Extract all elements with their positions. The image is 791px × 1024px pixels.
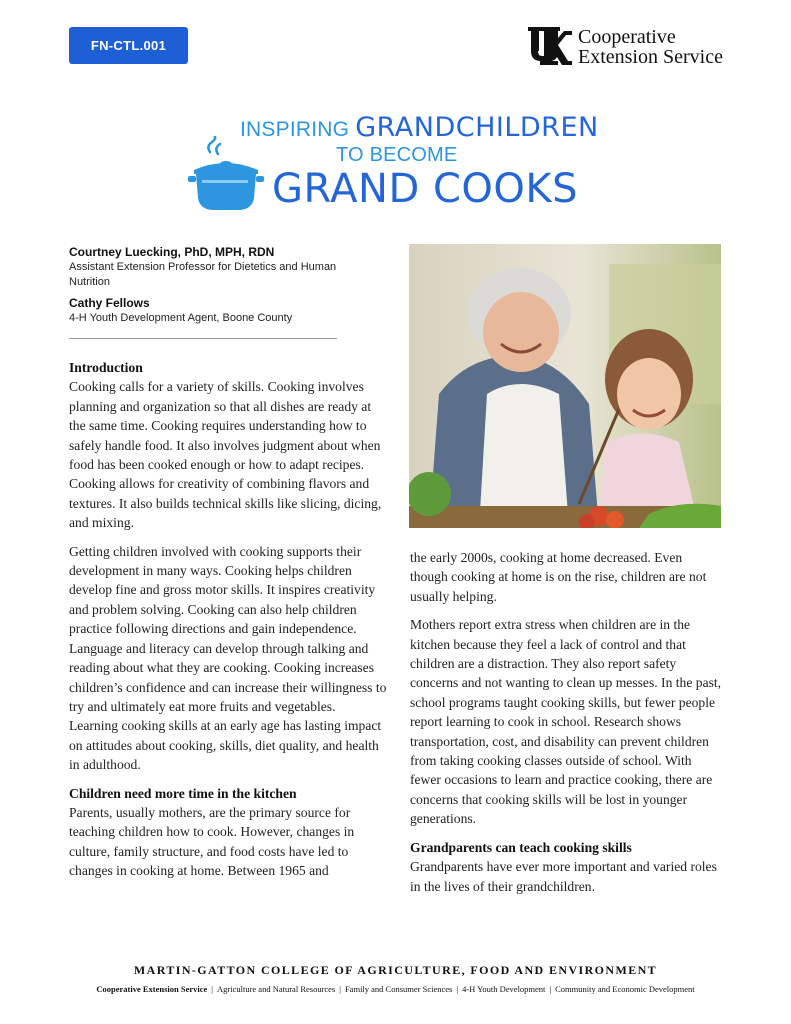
title-line-1-a: INSPIRING [240,118,356,141]
program-item: Community and Economic Development [555,984,695,994]
college-name: MARTIN-GATTON COLLEGE OF AGRICULTURE, FOOD AND ENVIRONMENT [133,963,658,977]
author-name: Courtney Luecking, PhD, MPH, RDN [69,245,275,259]
logo-line-1: Cooperative [578,26,676,48]
section-heading-grandparents: Grandparents can teach cooking skills [410,839,632,855]
separator: | [549,984,552,994]
program-item: Cooperative Extension Service [96,984,208,994]
development-paragraph: Getting children involved with cooking supports their development in many ways. Cooking helps children develop fine and gross motor skills. It inspires creativity and problem solving. Cooking can also help children practice following directions and gain independence. Language and literacy can develop through talking and reading about what they are cooking. Cooking increases children’s confidence and can increase their willingness to try and ultimately eat more fruits and vegetables. Learning cooking skills at an early age has lasting impact on attitudes about cooking, skills, diet quality, and health in adulthood. [69,543,387,773]
program-item: Agriculture and Natural Resources [217,984,336,994]
section-heading-kitchen-time: Children need more time in the kitchen [69,785,297,801]
logo-line-2: Extension Service [578,46,723,68]
separator: | [211,984,213,994]
page-footer [0,963,791,994]
program-list [0,984,791,994]
section-heading-introduction: Introduction [69,360,143,375]
mothers-paragraph: Mothers report extra stress when children are in the kitchen because they feel a lack of control and that children are a distraction. They also report safety concerns and not wanting to clean up messes. In the past, school programs taught cooking skills, but fewer people report learning to cook in school. Research shows transportation, cost, and disability can prevent children from taking cooking classes outside of school. With fewer occasions to learn and practice cooking, there are concerns that cooking skills will be lost in younger generations. [410,617,722,827]
grandmother-child-cooking-photo [409,244,721,528]
title-line-1-b: GRANDCHILDREN [355,112,599,143]
continued-paragraph: the early 2000s, cooking at home decreased. Even though cooking at home is on the rise, children are not usually helping. [410,550,707,604]
author-role: Assistant Extension Professor for Dietetics and Human Nutrition [69,261,337,288]
grandparents-paragraph: Grandparents have ever more important and varied roles in the lives of their grandchildren. [410,859,717,894]
document-title [180,100,620,220]
cooking-pot-icon [188,136,268,212]
kitchen-time-paragraph: Parents, usually mothers, are the primary source for teaching children how to cook. However, changes in culture, family structure, and food costs have led to changes in cooking at home. Between 1965 and [69,804,355,879]
intro-paragraph: Cooking calls for a variety of skills. Cooking involves planning and organization so that all dishes are ready at the same time. Cooking requires understanding how to safely handle food. It also involves judgment about when food has been cooked enough or how to adapt recipes. Cooking allows for creativity of combining flavors and textures. It also builds technical skills like slicing, dicing, and mixing. [69,379,382,531]
author-role: 4-H Youth Development Agent, Boone County [69,312,293,324]
title-line-1 [240,112,599,143]
author-name: Cathy Fellows [69,296,150,310]
author-divider [69,338,337,339]
right-column [410,548,722,896]
extension-logo [528,27,753,67]
title-line-3: GRAND COOKS [272,166,578,212]
left-column [69,358,387,881]
author-block [69,244,359,331]
title-line-2: TO BECOME [336,144,458,166]
uk-logo-icon [528,27,572,65]
separator: | [456,984,459,994]
program-item: 4-H Youth Development [462,984,546,994]
program-item: Family and Consumer Sciences [344,984,453,994]
separator: | [339,984,341,994]
publication-code-badge: FN-CTL.001 [69,27,188,64]
